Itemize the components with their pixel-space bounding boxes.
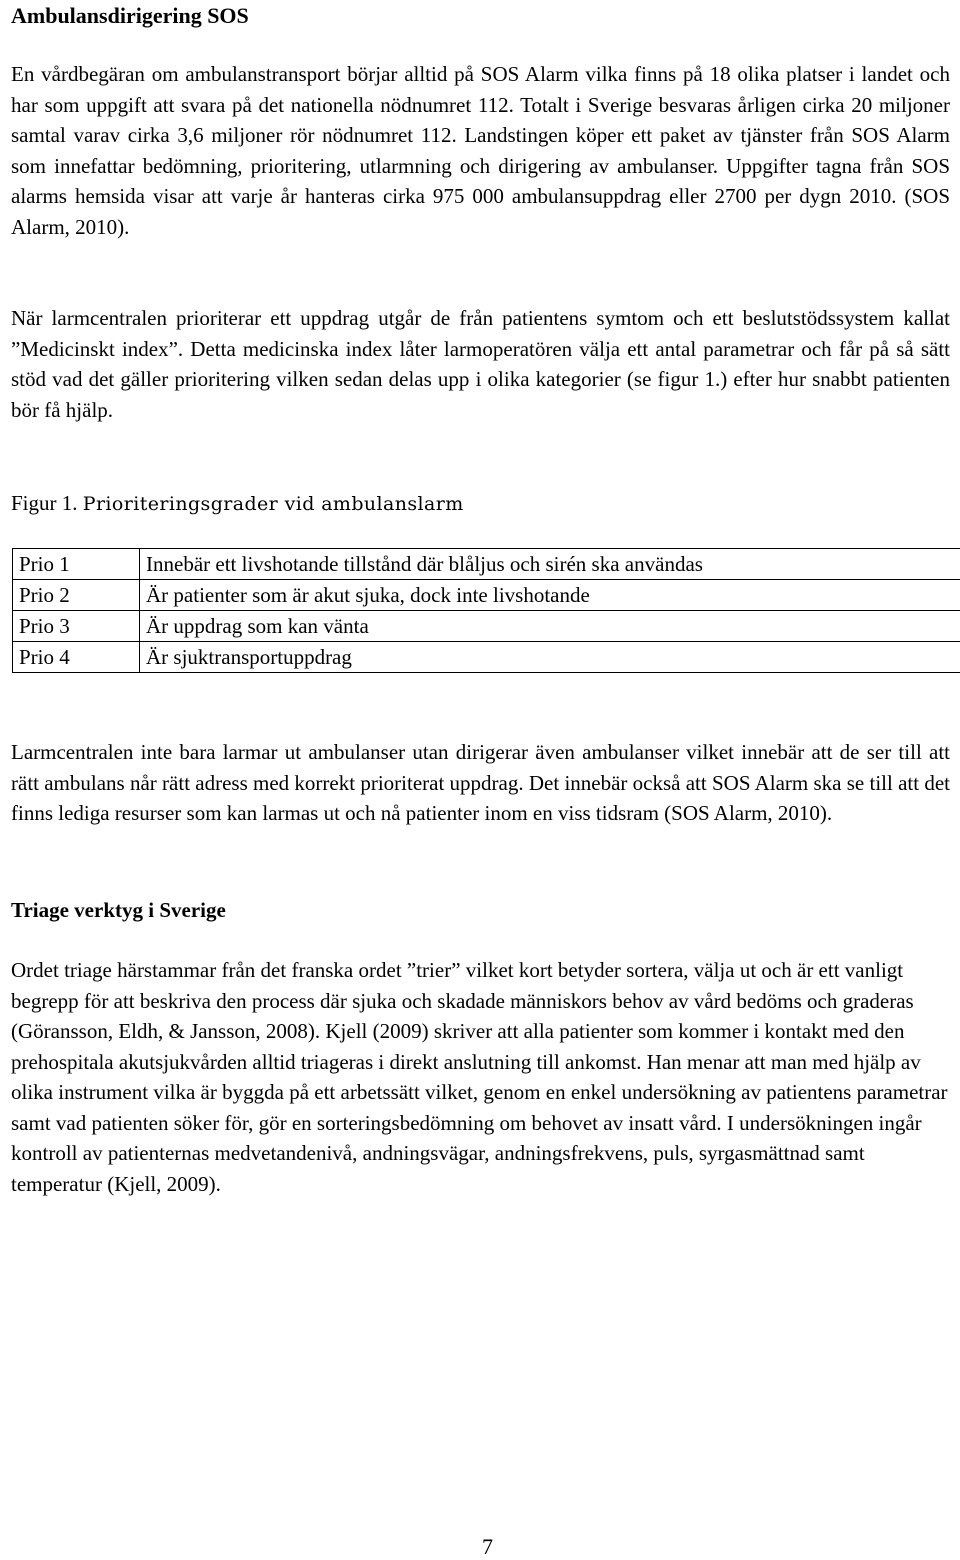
priority-description-cell: Är patienter som är akut sjuka, dock inte livshotande	[140, 580, 960, 611]
priority-description-cell: Är uppdrag som kan vänta	[140, 611, 960, 642]
figure-title: Prioriteringsgrader vid ambulanslarm	[83, 493, 464, 515]
paragraph-sos-alarm-intro: En vårdbegäran om ambulanstransport börjar alltid på SOS Alarm vilka finns på 18 olika platser i landet och har som uppgift att svara på det nationella nödnumret 112. Totalt i Sverige besvaras årligen cirka 20 miljoner samtal varav cirka 3,6 miljoner rör nödnumret 112. Landstingen köper ett paket av tjänster från SOS Alarm som innefattar bedömning, prioritering, utlarmning och dirigering av ambulanser. Uppgifter tagna från SOS alarms hemsida visar att varje år hanteras cirka 975 000 ambulansuppdrag eller 2700 per dygn 2010. (SOS Alarm, 2010).	[11, 59, 950, 242]
priority-level-cell: Prio 1	[13, 549, 140, 580]
paragraph-dirigering: Larmcentralen inte bara larmar ut ambulanser utan dirigerar även ambulanser vilket innebär att de ser till att rätt ambulans når rätt adress med korrekt prioriterat uppdrag. Det innebär också att SOS Alarm ska se till att det finns lediga resurser som kan larmas ut och nå patienter inom en viss tidsram (SOS Alarm, 2010).	[11, 737, 950, 829]
section-heading-ambulansdirigering: Ambulansdirigering SOS	[11, 2, 249, 30]
paragraph-medicinskt-index: När larmcentralen prioriterar ett uppdrag utgår de från patientens symtom och ett beslutstödssystem kallat ”Medicinskt index”. Detta medicinska index låter larmoperatören välja ett antal parametrar och får på så sätt stöd vad det gäller prioritering vilken sedan delas upp i olika kategorier (se figur 1.) efter hur snabbt patienten bör få hjälp.	[11, 303, 950, 425]
table-row	[13, 611, 960, 642]
priority-description-cell: Är sjuktransportuppdrag	[140, 642, 960, 673]
figure-caption	[11, 488, 464, 519]
table-row	[13, 642, 960, 673]
paragraph-triage: Ordet triage härstammar från det franska ordet ”trier” vilket kort betyder sortera, välja ut och är ett vanligt begrepp för att beskriva den process där sjuka och skadade människors behov av vård bedöms och graderas (Göransson, Eldh, & Jansson, 2008). Kjell (2009) skriver att alla patienter som kommer i kontakt med den prehospitala akutsjukvården alltid triageras i direkt anslutning till ankomst. Han menar att man med hjälp av olika instrument vilka är byggda på ett arbetssätt vilket, genom en enkel undersökning av patientens parametrar samt vad patienten söker för, gör en sorteringsbedömning om behovet av insatt vård. I undersökningen ingår kontroll av patienternas medvetandenivå, andningsvägar, andningsfrekvens, puls, syrgasmättnad samt temperatur (Kjell, 2009).	[11, 955, 950, 1199]
figure-label: Figur 1.	[11, 491, 78, 515]
priority-level-cell: Prio 4	[13, 642, 140, 673]
table-row	[13, 549, 960, 580]
page-number: 7	[482, 1534, 493, 1560]
table-row	[13, 580, 960, 611]
priority-level-cell: Prio 3	[13, 611, 140, 642]
section-heading-triage: Triage verktyg i Sverige	[11, 896, 226, 924]
priority-level-cell: Prio 2	[13, 580, 140, 611]
priority-description-cell: Innebär ett livshotande tillstånd där blåljus och sirén ska användas	[140, 549, 960, 580]
priority-table	[12, 548, 960, 673]
